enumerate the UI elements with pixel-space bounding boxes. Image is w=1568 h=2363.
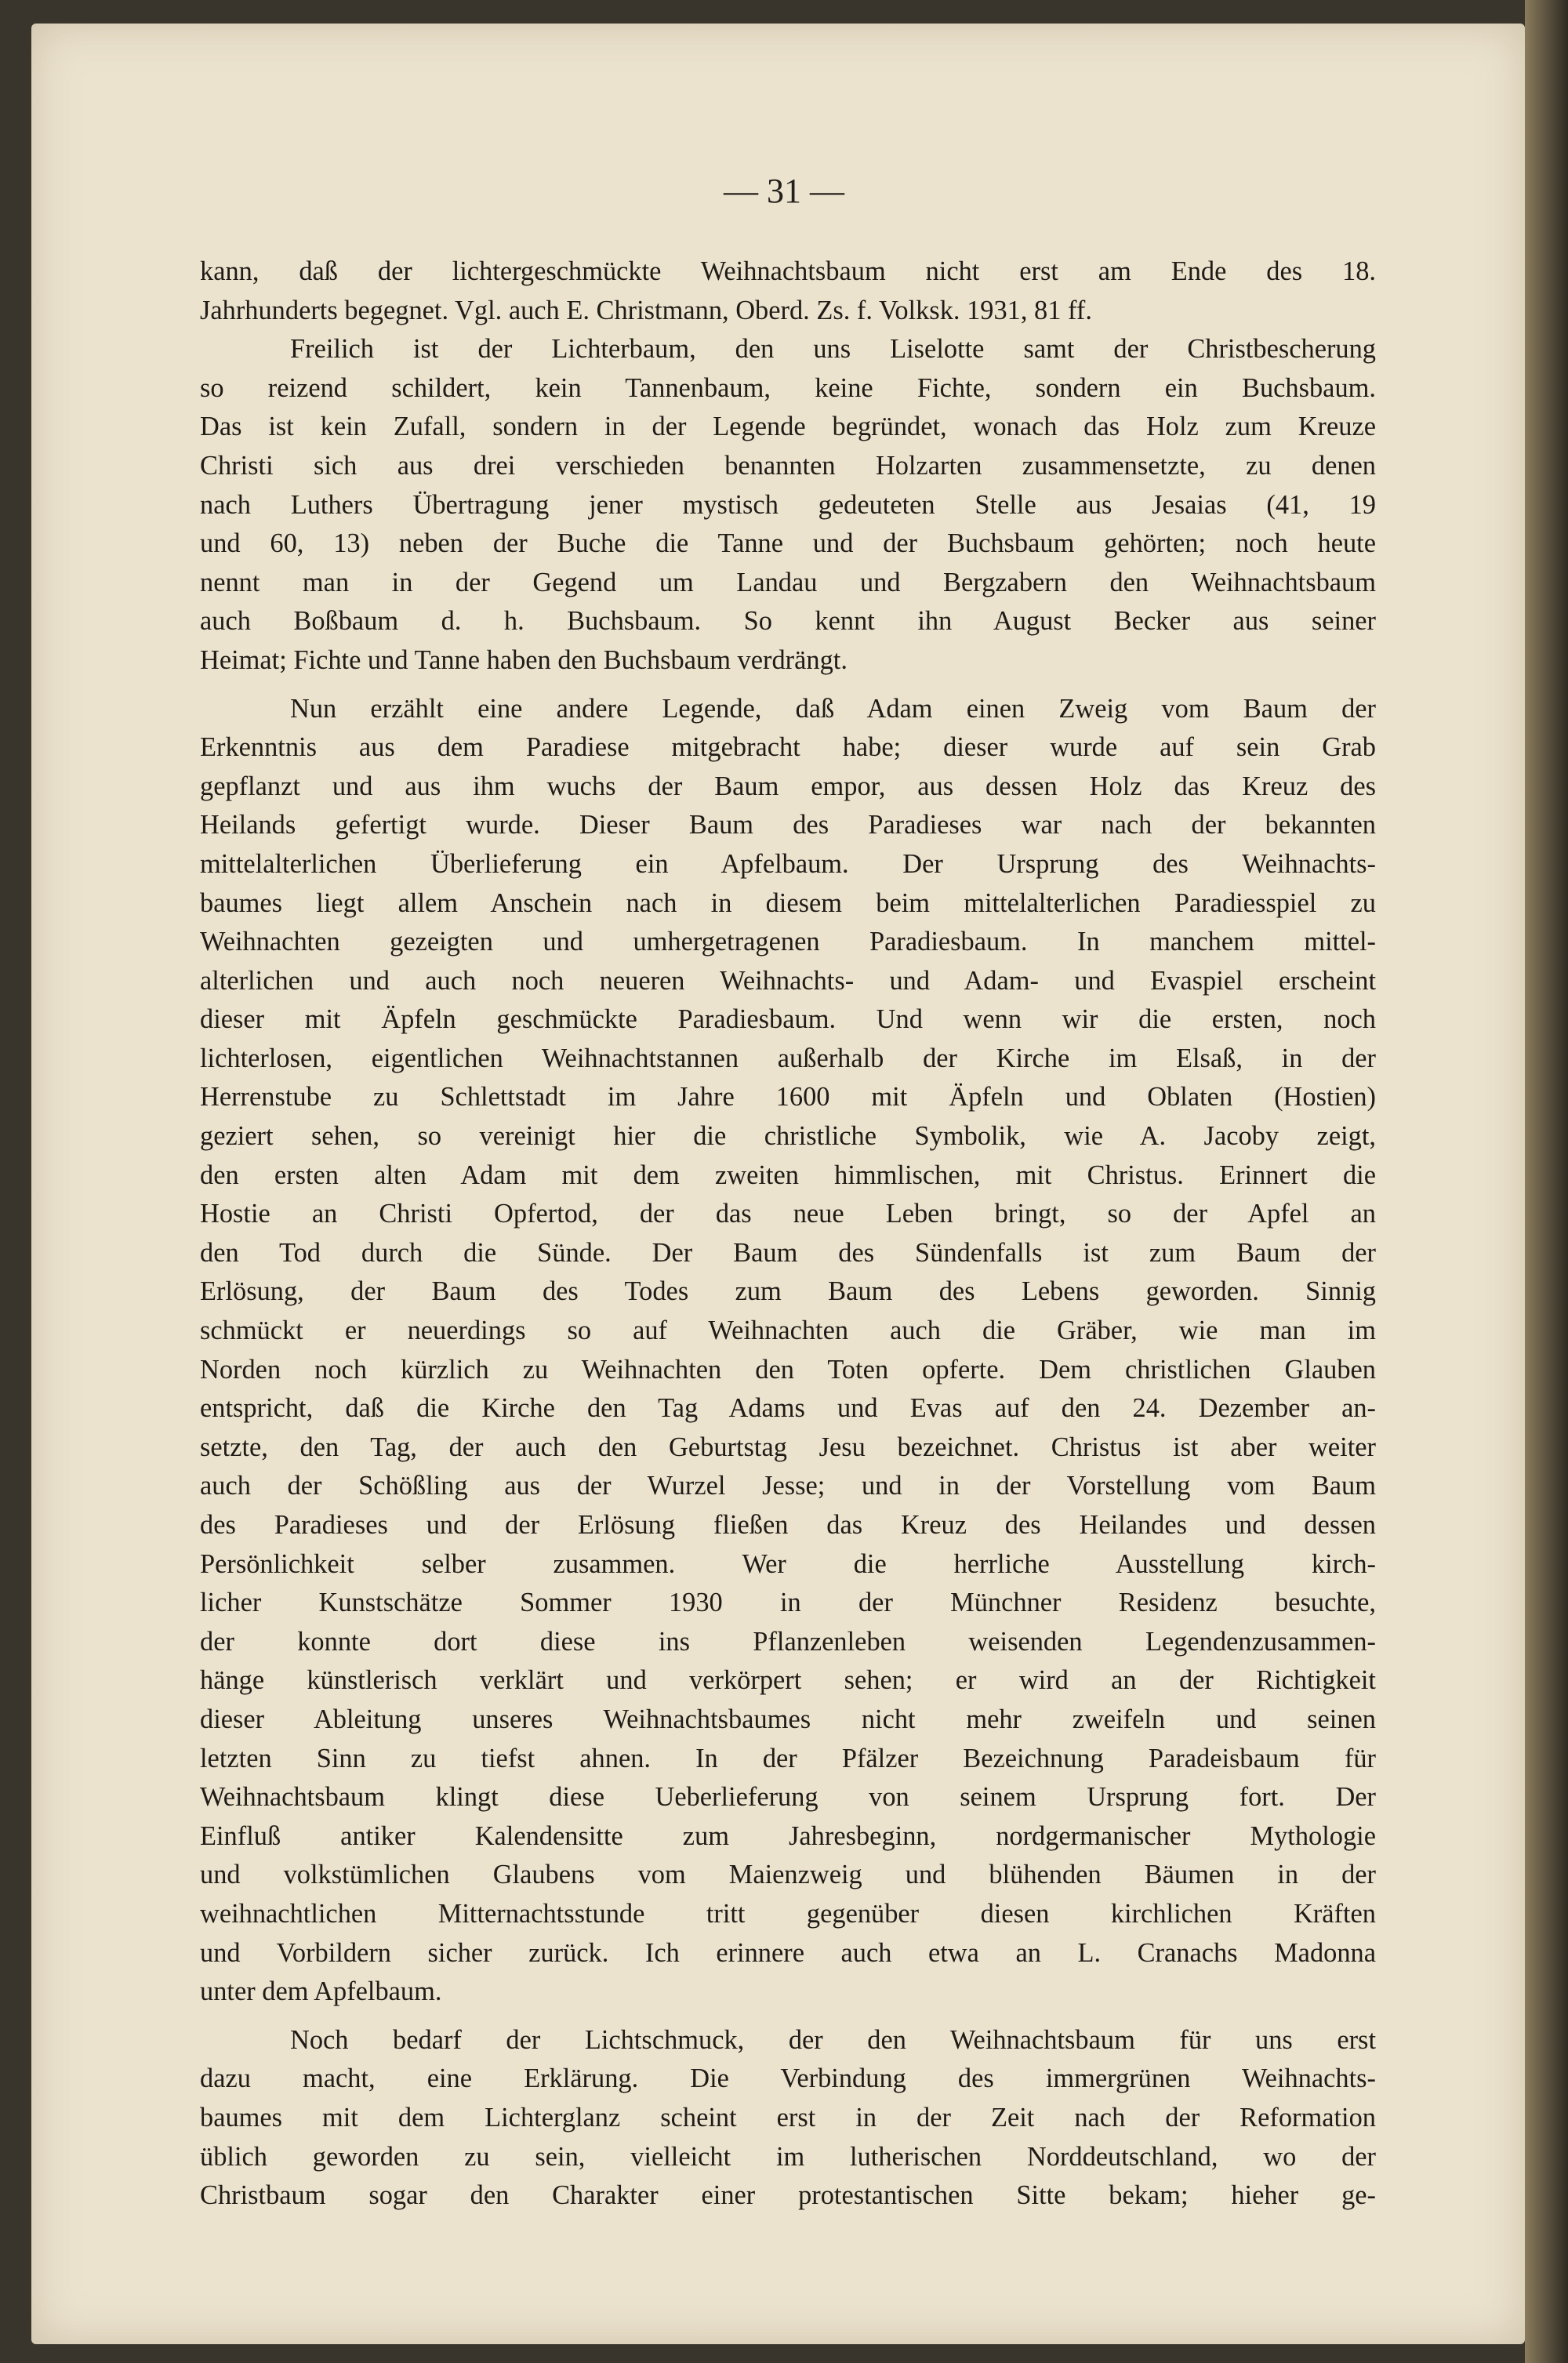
text-line: schmückt er neuerdings so auf Weihnachten auch die Gräber, wie man im <box>200 1316 1376 1346</box>
text-line: Persönlichkeit selber zusammen. Wer die herrliche Ausstellung kirch- <box>200 1548 1376 1579</box>
text-line: Weihnachten gezeigten und umhergetragenen Paradiesbaum. In manchem mittel- <box>200 927 1376 957</box>
text-line: letzten Sinn zu tiefst ahnen. In der Pfälzer Bezeichnung Paradeisbaum für <box>200 1743 1376 1773</box>
text-line: Norden noch kürzlich zu Weihnachten den Toten opferte. Dem christlichen Glauben <box>200 1354 1376 1385</box>
text-line: mittelalterlichen Überlieferung ein Apfelbaum. Der Ursprung des Weihnachts- <box>200 848 1376 879</box>
text-line: der konnte dort diese ins Pflanzenleben weisenden Legendenzusammen- <box>200 1626 1376 1657</box>
text-line: auch Boßbaum d. h. Buchsbaum. So kennt ihn August Becker aus seiner <box>200 606 1376 637</box>
text-line: dazu macht, eine Erklärung. Die Verbindung des immergrünen Weihnachts- <box>200 2064 1376 2094</box>
text-line: baumes mit dem Lichterglanz scheint erst in der Zeit nach der Reformation <box>200 2102 1376 2133</box>
text-line: Weihnachtsbaum klingt diese Ueberlieferung von seinem Ursprung fort. Der <box>200 1782 1376 1813</box>
text-line: so reizend schildert, kein Tannenbaum, keine Fichte, sondern ein Buchsbaum. <box>200 372 1376 403</box>
text-line: unter dem Apfelbaum. <box>200 1976 442 2007</box>
text-line: dieser mit Äpfeln geschmückte Paradiesbaum. Und wenn wir die ersten, noch <box>200 1004 1376 1035</box>
text-line: Hostie an Christi Opfertod, der das neue Leben bringt, so der Apfel an <box>200 1199 1376 1229</box>
text-line: Christi sich aus drei verschieden benannten Holzarten zusammensetzte, zu denen <box>200 450 1376 481</box>
text-line: alterlichen und auch noch neueren Weihnachts- und Adam- und Evaspiel erscheint <box>200 965 1376 996</box>
text-line: auch der Schößling aus der Wurzel Jesse; und in der Vorstellung vom Baum <box>200 1471 1376 1501</box>
text-line: und Vorbildern sicher zurück. Ich erinnere auch etwa an L. Cranachs Madonna <box>200 1937 1376 1968</box>
text-line: geziert sehen, so vereinigt hier die christliche Symbolik, wie A. Jacoby zeigt, <box>200 1121 1376 1152</box>
book-spine <box>1525 0 1568 2363</box>
text-line: des Paradieses und der Erlösung fließen das Kreuz des Heilandes und dessen <box>200 1510 1376 1540</box>
text-line: Christbaum sogar den Charakter einer protestantischen Sitte bekam; hieher ge- <box>200 2180 1376 2211</box>
text-line: Nun erzählt eine andere Legende, daß Adam einen Zweig vom Baum der <box>290 693 1376 724</box>
text-line: Jahrhunderts begegnet. Vgl. auch E. Christmann, Oberd. Zs. f. Volksk. 1931, 81 ff. <box>200 295 1092 325</box>
text-line: üblich geworden zu sein, vielleicht im lutherischen Norddeutschland, wo der <box>200 2141 1376 2172</box>
text-line: Einfluß antiker Kalendensitte zum Jahresbeginn, nordgermanischer Mythologie <box>200 1820 1376 1851</box>
text-line: den Tod durch die Sünde. Der Baum des Sündenfalls ist zum Baum der <box>200 1237 1376 1268</box>
text-line: Herrenstube zu Schlettstadt im Jahre 1600 mit Äpfeln und Oblaten (Hostien) <box>200 1082 1376 1113</box>
text-line: lichterlosen, eigentlichen Weihnachtstannen außerhalb der Kirche im Elsaß, in der <box>200 1043 1376 1073</box>
text-line: Erkenntnis aus dem Paradiese mitgebracht habe; dieser wurde auf sein Grab <box>200 732 1376 763</box>
text-line: den ersten alten Adam mit dem zweiten himmlischen, mit Christus. Erinnert die <box>200 1160 1376 1190</box>
text-line: nach Luthers Übertragung jener mystisch gedeuteten Stelle aus Jesaias (41, 19 <box>200 489 1376 520</box>
text-line: hänge künstlerisch verklärt und verkörpert sehen; er wird an der Richtigkeit <box>200 1665 1376 1696</box>
text-line: licher Kunstschätze Sommer 1930 in der Münchner Residenz besuchte, <box>200 1588 1376 1618</box>
text-line: Noch bedarf der Lichtschmuck, der den Weihnachtsbaum für uns erst <box>290 2024 1376 2055</box>
page-number: — 31 — <box>724 172 844 210</box>
text-line: setzte, den Tag, der auch den Geburtstag Jesu bezeichnet. Christus ist aber weiter <box>200 1432 1376 1462</box>
text-line: dieser Ableitung unseres Weihnachtsbaumes nicht mehr zweifeln und seinen <box>200 1704 1376 1734</box>
text-line: nennt man in der Gegend um Landau und Bergzabern den Weihnachtsbaum <box>200 567 1376 597</box>
body-text <box>200 252 1376 2216</box>
text-line: entspricht, daß die Kirche den Tag Adams und Evas auf den 24. Dezember an- <box>200 1393 1376 1424</box>
text-line: weihnachtlichen Mitternachtsstunde tritt gegenüber diesen kirchlichen Kräften <box>200 1898 1376 1929</box>
text-line: baumes liegt allem Anschein nach in diesem beim mittelalterlichen Paradiesspiel zu <box>200 887 1376 918</box>
text-line: kann, daß der lichtergeschmückte Weihnachtsbaum nicht erst am Ende des 18. <box>200 256 1376 286</box>
text-line: Erlösung, der Baum des Todes zum Baum des Lebens geworden. Sinnig <box>200 1276 1376 1307</box>
text-line: Das ist kein Zufall, sondern in der Legende begründet, wonach das Holz zum Kreuze <box>200 412 1376 442</box>
text-line: und 60, 13) neben der Buche die Tanne und der Buchsbaum gehörten; noch heute <box>200 528 1376 559</box>
text-line: Heilands gefertigt wurde. Dieser Baum des Paradieses war nach der bekannten <box>200 810 1376 840</box>
text-line: Heimat; Fichte und Tanne haben den Buchsbaum verdrängt. <box>200 644 848 675</box>
text-line: und volkstümlichen Glaubens vom Maienzweig und blühenden Bäumen in der <box>200 1860 1376 1890</box>
text-line: gepflanzt und aus ihm wuchs der Baum empor, aus dessen Holz das Kreuz des <box>200 771 1376 801</box>
text-line: Freilich ist der Lichterbaum, den uns Liselotte samt der Christbescherung <box>290 334 1376 365</box>
